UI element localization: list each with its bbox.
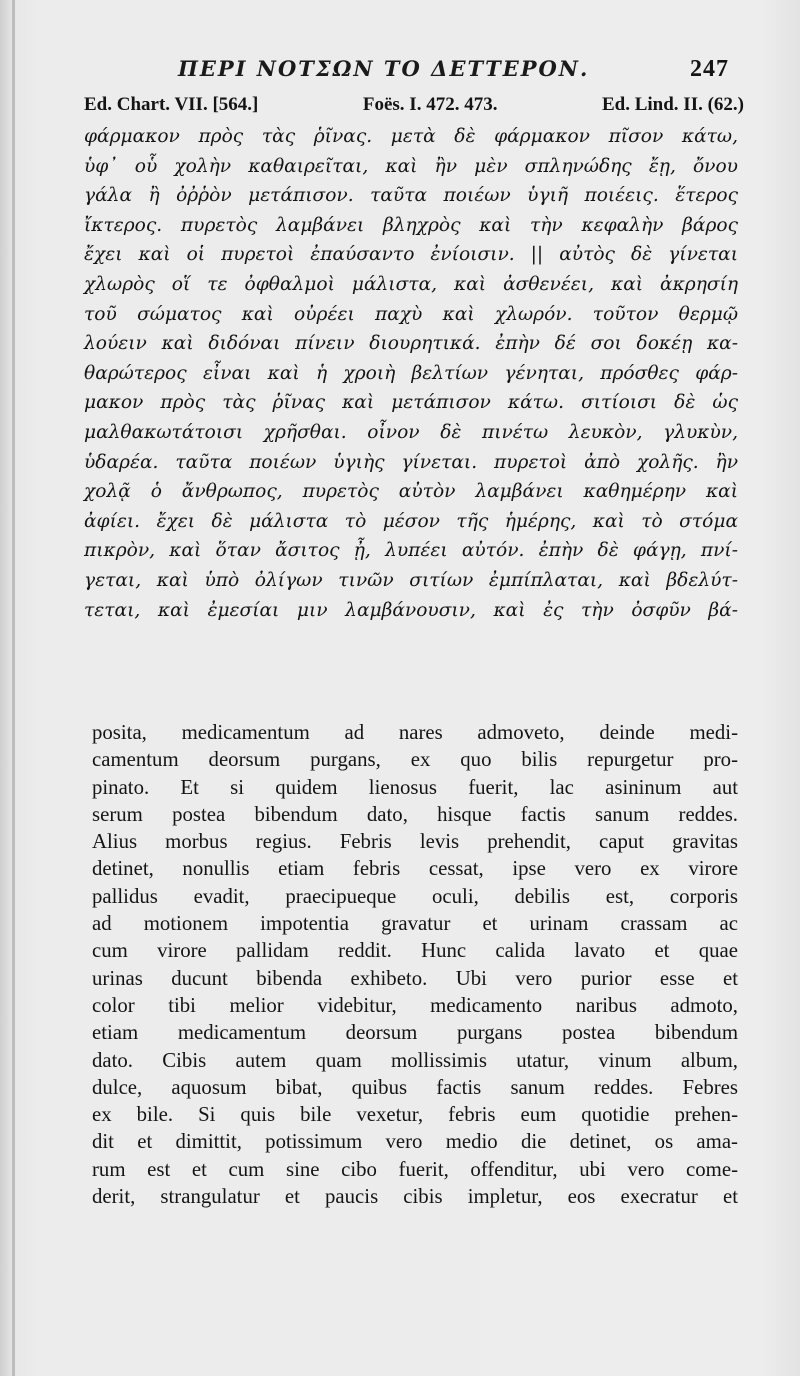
greek-line: λούειν καὶ διδόναι πίνειν διουρητικά. ἐπὴν δέ σοι δοκέῃ κα- bbox=[84, 333, 738, 355]
greek-text-block bbox=[84, 122, 738, 625]
greek-line: ἴκτερος. πυρετὸς λαμβάνει βληχρὸς καὶ τὴν κεφαλὴν βάρος bbox=[84, 214, 738, 236]
greek-line: φάρμακον πρὸς τὰς ῥῖνας. μετὰ δὲ φάρμακον πῖσον κάτω, bbox=[84, 126, 738, 147]
page-number: 247 bbox=[690, 56, 729, 82]
latin-line: ad motionem impotentia gravatur et urinam crassam ac bbox=[92, 912, 738, 936]
greek-line: ὑφ᾽ οὗ χολὴν καθαιρεῖται, καὶ ἢν μὲν σπληνώδης ἔῃ, ὄνου bbox=[84, 155, 738, 177]
latin-line: serum postea bibendum dato, hisque factis sanum reddes. bbox=[92, 802, 738, 826]
greek-line: τοῦ σώματος καὶ οὐρέει παχὺ καὶ χλωρόν. τοῦτον θερμῷ bbox=[84, 303, 738, 325]
latin-line: Alius morbus regius. Febris levis prehendit, caput gravitas bbox=[92, 830, 738, 854]
latin-text-block bbox=[92, 719, 738, 1210]
latin-line: derit, strangulatur et paucis cibis impletur, eos execratur et bbox=[92, 1185, 738, 1209]
greek-line: μαλθακωτάτοισι χρῆσθαι. οἶνον δὲ πινέτω λευκὸν, γλυκὺν, bbox=[84, 421, 738, 443]
edition-references bbox=[84, 94, 744, 116]
latin-line: detinet, nonullis etiam febris cessat, ipse vero ex virore bbox=[92, 857, 738, 881]
edition-ref-chartier: Ed. Chart. VII. [564.] bbox=[84, 94, 259, 115]
greek-line: πικρὸν, καὶ ὅταν ἄσιτος ᾖ, λυπέει αὐτόν. ἐπὴν δὲ φάγῃ, πνί- bbox=[84, 540, 738, 562]
running-head: ΠΕΡΙ ΝΟΤΣΩΝ ΤΟ ΔΕΤΤΕΡΟΝ. bbox=[178, 56, 590, 81]
edition-ref-linden: Ed. Lind. II. (62.) bbox=[601, 94, 744, 115]
latin-line: dit et dimittit, potissimum vero medio die detinet, os ama- bbox=[92, 1130, 738, 1154]
latin-line: urinas ducunt bibenda exhibeto. Ubi vero purior esse et bbox=[92, 966, 738, 990]
greek-line: ἀφίει. ἔχει δὲ μάλιστα τὸ μέσον τῆς ἡμέρης, καὶ τὸ στόμα bbox=[84, 510, 738, 532]
latin-line: pallidus evadit, praecipueque oculi, debilis est, corporis bbox=[92, 884, 738, 908]
greek-line: ἔχει καὶ οἱ πυρετοὶ ἐπαύσαντο ἐνίοισιν. || αὐτὸς δὲ γίνεται bbox=[84, 244, 738, 266]
latin-line: rum est et cum sine cibo fuerit, offenditur, ubi vero come- bbox=[92, 1157, 738, 1181]
latin-line: cum virore pallidam reddit. Hunc calida lavato et quae bbox=[92, 939, 738, 963]
greek-line: ὑδαρέα. ταῦτα ποιέων ὑγιὴς γίνεται. πυρετοὶ ἀπὸ χολῆς. ἢν bbox=[84, 451, 738, 473]
latin-line: etiam medicamentum deorsum purgans postea bibendum bbox=[92, 1021, 738, 1045]
edition-ref-foes: Foës. I. 472. 473. bbox=[362, 94, 498, 115]
latin-line: camentum deorsum purgans, ex quo bilis repurgetur pro- bbox=[92, 748, 738, 772]
latin-line: pinato. Et si quidem lienosus fuerit, lac asininum aut bbox=[92, 775, 738, 799]
greek-line: θαρώτερος εἶναι καὶ ἡ χροιὴ βελτίων γένηται, πρόσθες φάρ- bbox=[84, 362, 738, 384]
latin-line: color tibi melior videbitur, medicamento naribus admoto, bbox=[92, 993, 738, 1017]
latin-line: dato. Cibis autem quam mollissimis utatur, vinum album, bbox=[92, 1048, 738, 1072]
greek-line: μακον πρὸς τὰς ῥῖνας καὶ μετάπισον κάτω. σιτίοισι δὲ ὡς bbox=[84, 392, 738, 414]
greek-line: γεται, καὶ ὑπὸ ὀλίγων τινῶν σιτίων ἐμπίπλαται, καὶ βδελύτ- bbox=[84, 569, 738, 591]
greek-line: χολᾷ ὁ ἄνθρωπος, πυρετὸς αὐτὸν λαμβάνει καθημέρην καὶ bbox=[84, 481, 738, 503]
greek-line: χλωρὸς οἵ τε ὀφθαλμοὶ μάλιστα, καὶ ἀσθενέει, καὶ ἀκρησίη bbox=[84, 273, 738, 295]
greek-line: γάλα ἢ ὀῤῥὸν μετάπισον. ταῦτα ποιέων ὑγιῆ ποιέεις. ἕτερος bbox=[84, 185, 738, 207]
latin-line: dulce, aquosum bibat, quibus factis sanum reddes. Febres bbox=[92, 1075, 738, 1099]
latin-line: posita, medicamentum ad nares admoveto, deinde medi- bbox=[92, 721, 738, 744]
latin-line: ex bile. Si quis bile vexetur, febris eum quotidie prehen- bbox=[92, 1103, 738, 1127]
greek-line: τεται, καὶ ἐμεσίαι μιν λαμβάνουσιν, καὶ ἐς τὴν ὀσφῦν βά- bbox=[84, 599, 738, 621]
